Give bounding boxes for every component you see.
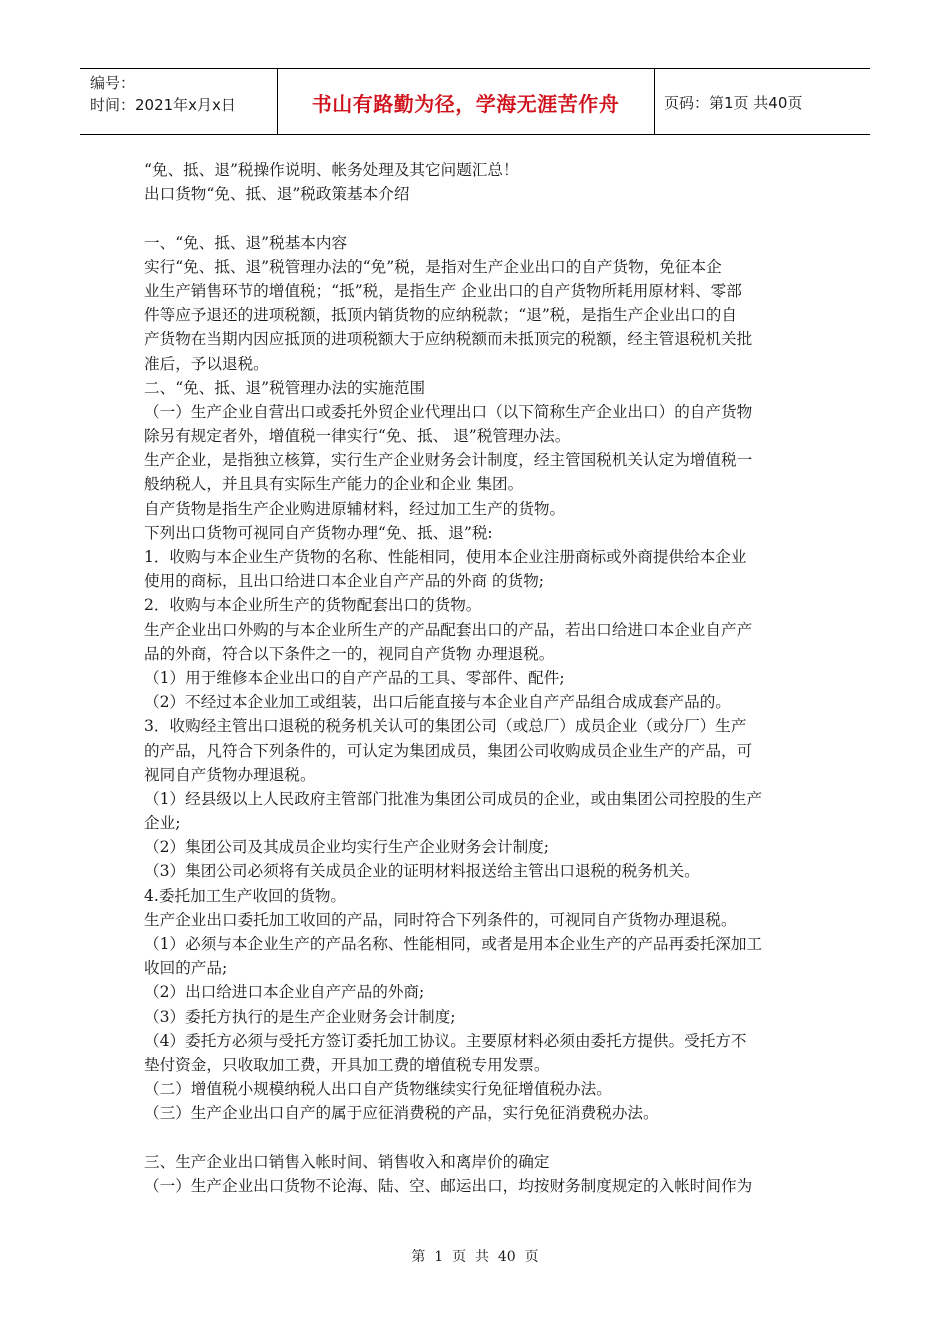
text-line: 自产货物是指生产企业购进原辅材料，经过加工生产的货物。 [144, 499, 566, 518]
text-line: 下列出口货物可视同自产货物办理“免、抵、退”税: [144, 523, 493, 542]
text-line: 品的外商，符合以下条件之一的，视同自产货物 办理退税。 [144, 644, 555, 663]
blank-line [144, 206, 814, 230]
text-line: 一、“免、抵、退”税基本内容 [144, 233, 348, 252]
date-label: 时间：2021年x月x日 [90, 96, 236, 114]
text-line: 生产企业出口委托加工收回的产品，同时符合下列条件的，可视同自产货物办理退税。 [144, 910, 737, 929]
text-line: 3．收购经主管出口退税的税务机关认可的集团公司（或总厂）成员企业（或分厂）生产 [144, 717, 747, 736]
header-top-rule [80, 68, 870, 69]
text-line: 收回的产品; [144, 959, 228, 978]
text-line: （1）经县级以上人民政府主管部门批准为集团公司成员的企业，或由集团公司控股的生产 [144, 789, 763, 808]
text-line: 实行“免、抵、退”税管理办法的“免”税，是指对生产企业出口的自产货物，免征本企 [144, 257, 722, 276]
text-line: （3）集团公司必须将有关成员企业的证明材料报送给主管出口退税的税务机关。 [144, 862, 700, 881]
text-line: （1）用于维修本企业出口的自产产品的工具、零部件、配件; [144, 668, 565, 687]
number-label: 编号： [90, 74, 136, 92]
text-line: （1）必须与本企业生产的产品名称、性能相同，或者是用本企业生产的产品再委托深加工 [144, 935, 763, 953]
blank-line [144, 1126, 814, 1150]
text-line: 4.委托加工生产收回的货物。 [144, 886, 347, 905]
text-line: （3）委托方执行的是生产企业财务会计制度; [144, 1007, 456, 1026]
text-line: 产货物在当期内因应抵顶的进项税额大于应纳税额而未抵顶完的税额，经主管退税机关批 [144, 330, 753, 349]
text-line: 使用的商标，且出口给进口本企业自产产品的外商 的货物; [144, 572, 545, 591]
text-line: 除另有规定者外，增值税一律实行“免、抵、 退”税管理办法。 [144, 427, 571, 446]
header-bottom-rule [80, 134, 870, 135]
page-footer: 第 1 页 共 40 页 [411, 1249, 539, 1265]
text-line: 视同自产货物办理退税。 [144, 765, 316, 784]
text-line: 生产企业，是指独立核算，实行生产企业财务会计制度，经主管国税机关认定为增值税一 [144, 451, 753, 470]
text-line: 二、“免、抵、退”税管理办法的实施范围 [144, 378, 426, 397]
text-line: （2）集团公司及其成员企业均实行生产企业财务会计制度; [144, 838, 550, 857]
header-meta [90, 72, 236, 116]
text-line: （4）委托方必须与受托方签订委托加工协议。主要原材料必须由委托方提供。受托方不 [144, 1031, 747, 1050]
header-motto: 书山有路勤为径，学海无涯苦作舟 [311, 92, 620, 116]
text-line: 生产企业出口外购的与本企业所生产的产品配套出口的产品，若出口给进口本企业自产产 [144, 620, 753, 639]
text-line: （二）增值税小规模纳税人出口自产货物继续实行免征增值税办法。 [144, 1080, 612, 1099]
text-line: 准后，予以退税。 [144, 354, 269, 373]
text-line: （2）不经过本企业加工或组装，出口后能直接与本企业自产产品组合成成套产品的。 [144, 693, 731, 712]
text-line: （一）生产企业出口货物不论海、陆、空、邮运出口，均按财务制度规定的入帐时间作为 [144, 1176, 753, 1195]
text-line: 件等应予退还的进项税额，抵顶内销货物的应纳税款；“退”税，是指生产企业出口的自 [144, 306, 737, 325]
text-line: 2．收购与本企业所生产的货物配套出口的货物。 [144, 596, 482, 615]
text-line: （三）生产企业出口自产的属于应征消费税的产品，实行免征消费税办法。 [144, 1104, 659, 1123]
text-line: 般纳税人，并且具有实际生产能力的企业和企业 集团。 [144, 475, 524, 494]
text-line: 三、生产企业出口销售入帐时间、销售收入和离岸价的确定 [144, 1152, 550, 1171]
text-line: 业生产销售环节的增值税；“抵”税，是指生产 企业出口的自产货物所耗用原材料、零部 [144, 281, 742, 300]
text-line: 1．收购与本企业生产货物的名称、性能相同，使用本企业注册商标或外商提供给本企业 [144, 548, 747, 566]
text-line: 出口货物“免、抵、退”税政策基本介绍 [144, 185, 410, 204]
text-line: （一）生产企业自营出口或委托外贸企业代理出口（以下简称生产企业出口）的自产货物 [144, 402, 753, 421]
header-divider [654, 68, 655, 134]
text-line: 企业; [144, 814, 181, 833]
text-line: （2）出口给进口本企业自产产品的外商; [144, 983, 425, 1002]
document-body [144, 158, 814, 1198]
text-line: 的产品，凡符合下列条件的，可认定为集团成员，集团公司收购成员企业生产的产品，可 [144, 741, 753, 760]
text-line: 垫付资金，只收取加工费，开具加工费的增值税专用发票。 [144, 1055, 550, 1074]
text-line: “免、抵、退”税操作说明、帐务处理及其它问题汇总！ [144, 161, 519, 179]
header-page-info: 页码：第1页 共40页 [664, 94, 803, 112]
